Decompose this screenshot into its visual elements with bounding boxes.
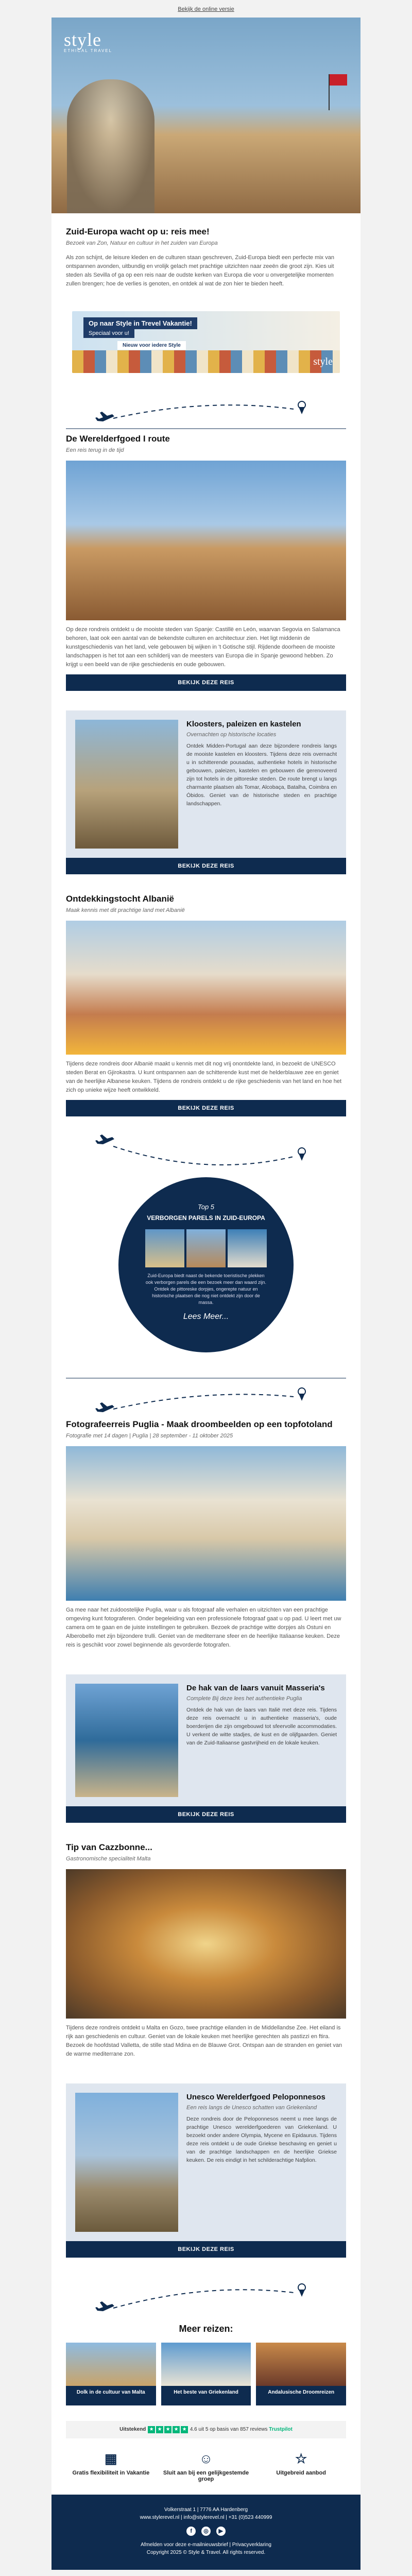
plane-route-icon xyxy=(52,387,360,434)
section-title: Fotografeerreis Puglia - Maak droombeelden op een topfotoland xyxy=(66,1419,333,1429)
section-subtitle: Fotografie met 14 dagen | Puglia | 28 september - 11 oktober 2025 xyxy=(66,1433,233,1439)
view-trip-button[interactable]: BEKIJK DEZE REIS xyxy=(66,1100,346,1116)
section-body: Tijdens deze rondreis ontdekt u Malta en Gozo, twee prachtige eilanden in de Middellandse Zee. Het eiland is rijk aan geschiedenis en cultuur. Geniet van de lokale keuken met heerlijke gerechten als pastizzi en ftira. Bezoek de hoofdstad Valletta, de stille stad Mdina en de Blauwe Grot. Ontspan aan de stranden en geniet van de warme mediterrane zon. xyxy=(66,2025,342,2057)
intro-subtitle: Bezoek van Zon, Natuur en cultuur in het zuiden van Europa xyxy=(66,240,218,246)
usp-row xyxy=(52,2438,360,2495)
top5-image xyxy=(186,1229,226,1267)
usp-item: ☺ Sluit aan bij een gelijkgestemde groep xyxy=(161,2451,251,2482)
card-masserias xyxy=(66,1674,346,1823)
group-icon: ☺ xyxy=(199,2451,213,2466)
more-trips-title: Meer reizen: xyxy=(179,2324,233,2334)
banner-subline: Speciaal voor u! xyxy=(83,329,134,338)
puglia-photo[interactable] xyxy=(66,1446,346,1601)
facebook-icon[interactable]: f xyxy=(186,2527,196,2536)
card-body: Deze rondreis door de Peloponnesos neemt u mee langs de prachtige Unesco werelderfgoederen van Griekenland. U bezoekt onder andere Olympia, Mycene en Epidaurus. Tijdens deze reis ontdekt u de oude Griekse beschaving en geniet u van de prachtige landschappen en de heerlijke Griekse keuken. De reis eindigt in het schilderachtige Nafplion. xyxy=(186,2116,337,2163)
trip-tile-label: Dolk in de cultuur van Malta xyxy=(66,2386,156,2405)
section-werelderfgoed xyxy=(52,434,360,705)
section-body: Tijdens deze rondreis door Albanië maakt u kennis met dit nog vrij onontdekte land, in bezoekt de UNESCO steden Berat en Gjirokastra. U kunt ontspannen aan de schitterende kust met de helderblauwe zee en geniet van de heerlijke Albanese keuken. Tijdens de rondreis ontdekt u de rijke geschiedenis van het land en hoe het zich op unieke wijze heeft ontwikkeld. xyxy=(66,1061,342,1093)
top5-title: VERBORGEN PARELS IN ZUID-EUROPA xyxy=(147,1214,265,1222)
card-peloponnesos xyxy=(66,2083,346,2258)
cathedral-photo[interactable] xyxy=(66,461,346,620)
more-trips xyxy=(52,2318,360,2334)
section-albanie xyxy=(52,894,360,1131)
trip-tile-label: Andalusische Droomreizen xyxy=(256,2386,346,2405)
plane-divider xyxy=(52,1131,360,1177)
footer-copyright: Copyright 2025 © Style & Travel. All rights reserved. xyxy=(146,2550,266,2555)
banner-brand: style xyxy=(313,356,333,367)
intro xyxy=(52,213,360,304)
card-subtitle: Complete Bij deze lees het authentieke Puglia xyxy=(186,1696,302,1702)
trust-stars: ★ ★ ★ ★ ★ xyxy=(147,2427,188,2432)
top5-image xyxy=(145,1229,184,1267)
trust-text: 4.6 uit 5 op basis van 857 reviews xyxy=(190,2427,268,2432)
view-trip-button[interactable]: BEKIJK DEZE REIS xyxy=(66,858,346,874)
banner-headline: Op naar Style in Trevel Vakantie! xyxy=(83,317,197,329)
card-body: Ontdek de hak van de laars van Italië met deze reis. Tijdens deze reis overnacht u in authentieke masseria's, oude boerderijen die zijn omgebouwd tot sfeervolle accommodaties. U verkent de witte stadjes, de kust en de olijfgaarden. Geniet van de Zuid-Italiaanse gastvrijheid en de lokale keuken. xyxy=(186,1707,337,1746)
footer xyxy=(52,2495,360,2570)
card-title: De hak van de laars vanuit Masseria's xyxy=(186,1684,325,1692)
star-icon: ☆ xyxy=(295,2451,307,2466)
top5-label: Top 5 xyxy=(197,1203,215,1211)
plane-route-icon xyxy=(52,1131,360,1177)
section-subtitle: Een reis terug in de tijd xyxy=(66,447,124,453)
intro-title: Zuid-Europa wacht op u: reis mee! xyxy=(66,227,210,236)
intro-body: Als zon schijnt, de leisure kleden en de culturen staan geschreven, Zuid-Europa biedt een perfecte mix van ontspannen avonden, uitbundig en vrolijk gelach met prachtige uitzichten naar zeeën die groot zijn. Kies uit steden als Sevilla of ga op een reis naar de oudste kerken van Europa die voor u onvergetelijke momenten zullen brengen; hoe de verlies is genoten, en ontdek al wat de zon hier te bieden heeft. xyxy=(66,255,334,287)
social-links xyxy=(62,2527,350,2536)
trustpilot-bar[interactable] xyxy=(66,2421,346,2438)
footer-address: Volkerstraat 1 | 7776 AA Hardenberg xyxy=(164,2507,248,2513)
calendar-icon: ▦ xyxy=(105,2451,117,2466)
hero-image xyxy=(52,18,360,213)
card-title: Unesco Werelderfgoed Peloponnesos xyxy=(186,2093,325,2102)
coast-photo[interactable] xyxy=(75,1684,178,1797)
plane-divider xyxy=(52,2272,360,2318)
card-kloosters xyxy=(66,710,346,874)
plane-route-icon xyxy=(52,1373,360,1419)
temple-photo[interactable] xyxy=(75,2093,178,2232)
flag-icon xyxy=(329,74,330,110)
berat-photo[interactable] xyxy=(66,921,346,1055)
houses-image xyxy=(72,350,340,373)
usp-item: ▦ Gratis flexibiliteit in Vakantie xyxy=(66,2451,156,2482)
more-trips-tiles xyxy=(52,2343,360,2421)
trip-tile[interactable] xyxy=(256,2343,346,2405)
food-photo[interactable] xyxy=(66,1869,346,2019)
statue-image xyxy=(67,79,154,213)
trip-tile-image xyxy=(256,2343,346,2386)
card-subtitle: Overnachten op historische locaties xyxy=(186,732,277,738)
trip-tile[interactable] xyxy=(161,2343,251,2405)
view-trip-button[interactable]: BEKIJK DEZE REIS xyxy=(66,674,346,691)
section-title: Tip van Cazzbonne... xyxy=(66,1842,152,1852)
view-trip-button[interactable]: BEKIJK DEZE REIS xyxy=(66,2241,346,2258)
plane-divider xyxy=(52,1373,360,1419)
trustpilot-logo: Trustpilot xyxy=(269,2427,293,2432)
section-puglia xyxy=(52,1419,360,1669)
view-trip-button[interactable]: BEKIJK DEZE REIS xyxy=(66,1806,346,1823)
plane-divider xyxy=(52,889,360,894)
section-body: Op deze rondreis ontdekt u de mooiste steden van Spanje: Castillë en León, waarvan Segovia en Salamanca behoren, laat ook een aantal van de bekendste culturen en architectuur zien. Het ligt middenin de kunstgeschiedenis van het land, vele gebouwen bij wijken in 't Gotische stijl. Rijdende doorheen de mooiste landschappen is het tot aan een schilderij van de meesters van Europa die in Spanje gewoond hebben. Zo krijgt u een beeld van de rijke geschiedenis en oude gebouwen. xyxy=(66,626,340,668)
instagram-icon[interactable]: ◎ xyxy=(201,2527,211,2536)
topbar xyxy=(52,0,360,18)
section-subtitle: Maak kennis met dit prachtige land met Albanië xyxy=(66,907,185,913)
castle-photo[interactable] xyxy=(75,720,178,849)
top5-image xyxy=(228,1229,267,1267)
newsletter xyxy=(52,18,360,2570)
trust-rating-word: Uitstekend xyxy=(119,2427,146,2432)
card-title: Kloosters, paleizen en kastelen xyxy=(186,720,301,728)
trip-tile-image xyxy=(161,2343,251,2386)
banner-button[interactable]: Nieuw voor iedere Style xyxy=(117,341,186,350)
read-more-link[interactable]: Lees Meer... xyxy=(183,1312,229,1321)
section-malta xyxy=(52,1842,360,2078)
footer-links[interactable]: Afmelden voor deze e-mailnieuwsbrief | Privacyverklaring xyxy=(141,2542,271,2548)
plane-divider xyxy=(52,387,360,434)
top5-images xyxy=(118,1229,294,1267)
plane-divider xyxy=(52,1837,360,1842)
usp-item: ☆ Uitgebreid aanbod xyxy=(256,2451,346,2482)
style-logo[interactable]: style ETHICAL TRAVEL xyxy=(64,29,113,53)
section-title: De Werelderfgoed I route xyxy=(66,434,170,444)
promo-banner[interactable] xyxy=(72,311,340,373)
plane-route-icon xyxy=(52,2272,360,2318)
view-online-link[interactable]: Bekijk de online versie xyxy=(178,6,234,12)
card-body: Ontdek Midden-Portugal aan deze bijzondere rondreis langs de mooiste kastelen en kloosters. Tijdens deze reis overnacht u in schitterende pousadas, authentieke hotels in historische gebouwen, paleizen, kastelen en gebouwen die gerenoveerd zijn tot hotels in de pittoreske steden. De route brengt u langs charmante plaatsen als Tomar, Alcobaça, Batalha, Coimbra en Óbidos. Geniet van de historische steden en prachtige landschappen. xyxy=(186,743,337,807)
footer-contact[interactable]: www.stylerevel.nl | info@stylerevel.nl | +31 (0)523 440999 xyxy=(140,2515,272,2520)
section-title: Ontdekkingstocht Albanië xyxy=(66,894,175,904)
trip-tile-image xyxy=(66,2343,156,2386)
section-subtitle: Gastronomische specialiteit Malta xyxy=(66,1856,151,1862)
trip-tile[interactable] xyxy=(66,2343,156,2405)
section-body: Ga mee naar het zuidoostelijke Puglia, waar u als fotograaf alle verhalen en uitzichten van een prachtige omgeving kunt fotograferen. Onder begeleiding van een professionele fotograaf gaat u op pad. U leert met uw camera om te gaan en de juiste instellingen te gebruiken. Bezoek de prachtige witte dorpjes als Ostuni en Alberobello met zijn bijzondere trulli. Geniet van de mediterrane sfeer en de heerlijke Italiaanse keuken. Deze reis is geschikt voor zowel beginnende als gevorderde fotografen. xyxy=(66,1607,341,1648)
top5-circle[interactable] xyxy=(118,1177,294,1352)
card-subtitle: Een reis langs de Unesco schatten van Griekenland xyxy=(186,2105,317,2111)
youtube-icon[interactable]: ▶ xyxy=(216,2527,226,2536)
top5-description: Zuid-Europa biedt naast de bekende toeristische plekken ook verborgen parels die een bezoek meer dan waard zijn. Ontdek de pittoreske dorpjes, ongerepte natuur en historische plaatsen die nog niet ontdekt zijn door de massa. xyxy=(145,1273,267,1305)
trip-tile-label: Het beste van Griekenland xyxy=(161,2386,251,2405)
